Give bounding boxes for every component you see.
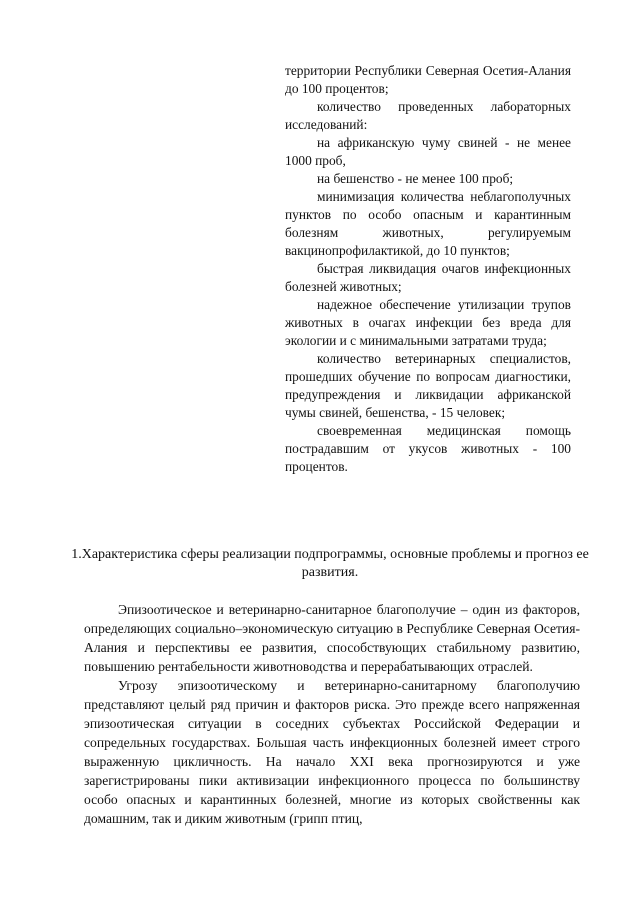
indicator-item: количество проведенных лабораторных исследований:: [285, 99, 571, 132]
indicator-item: минимизация количества неблагополучных пунктов по особо опасным и карантинным болезням животных, регулируемым вакцинопрофилактикой, до 10 пунктов;: [285, 189, 571, 258]
indicator-item: на африканскую чуму свиней - не менее 1000 проб,: [285, 135, 571, 168]
body-paragraph: Угрозу эпизоотическому и ветеринарно-санитарному благополучию представляют целый ряд причин и факторов риска. Это прежде всего напряженная эпизоотическая ситуации в соседних субъектах Российской Федерации и сопредельных государствах. Большая часть инфекционных болезней имеет строго выраженную цикличность. На начало XXI века прогнозируются и уже зарегистрированы пики активизации инфекционного процесса по большинству особо опасных и карантинных болезней, многие из которых свойственны как домашним, так и диким животным (грипп птиц,: [84, 678, 580, 826]
indicator-item: своевременная медицинская помощь пострадавшим от укусов животных - 100 процентов.: [285, 423, 571, 474]
indicators-column: [285, 62, 571, 476]
indicator-item: быстрая ликвидация очагов инфекционных болезней животных;: [285, 261, 571, 294]
indicator-item: на бешенство - не менее 100 проб;: [317, 171, 514, 186]
indicator-item: надежное обеспечение утилизации трупов животных в очагах инфекции без вреда для экологии и с минимальными затратами труда;: [285, 297, 571, 348]
section-body: [84, 600, 580, 828]
body-paragraph: Эпизоотическое и ветеринарно-санитарное благополучие – один из факторов, определяющих социально–экономическую ситуацию в Республике Северная Осетия-Алания и перспективы ее развития, способствующих стабильному развитию, повышению рентабельности животноводства и перерабатывающих отраслей.: [84, 602, 580, 674]
indicator-item: территории Республики Северная Осетия-Алания до 100 процентов;: [285, 63, 571, 96]
indicator-item: количество ветеринарных специалистов, прошедших обучение по вопросам диагностики, предупреждения и ликвидации африканской чумы свиней, бешенства, - 15 человек;: [285, 351, 571, 420]
section-heading: 1.Характеристика сферы реализации подпрограммы, основные проблемы и прогноз ее развития.: [71, 547, 589, 580]
